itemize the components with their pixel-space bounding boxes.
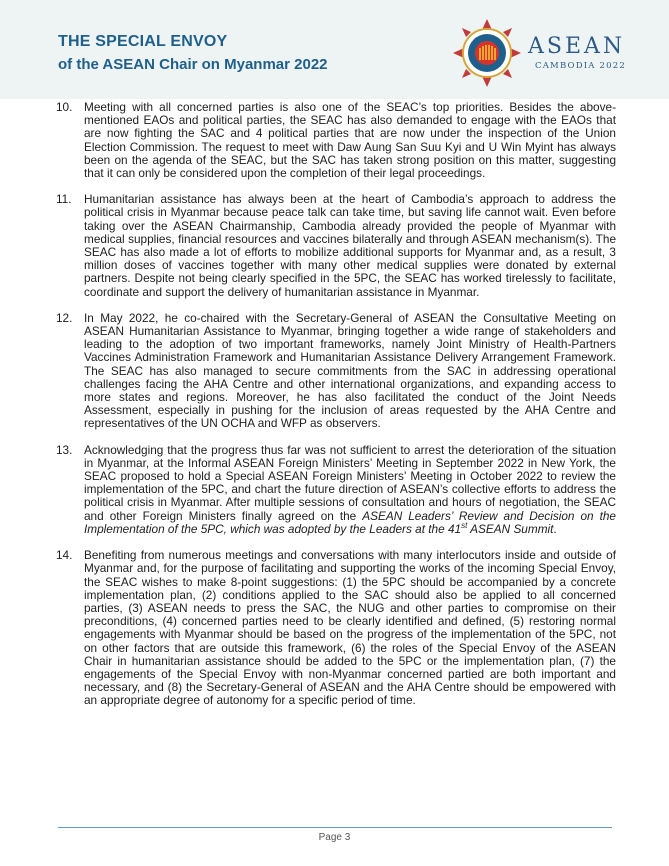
paragraph-number: 10. — [56, 100, 73, 114]
footer-divider — [58, 827, 612, 828]
paragraph-number: 12. — [56, 310, 73, 325]
document-body — [56, 100, 616, 721]
header-title: THE SPECIAL ENVOY — [58, 33, 228, 50]
paragraph-12 — [56, 310, 616, 431]
paragraph-10 — [56, 100, 616, 181]
page-number: Page 3 — [318, 832, 351, 843]
paragraph-text: Meeting with all concerned parties is also one of the SEAC’s top priorities. Besides the above-mentioned EAOs and political parties, the SEAC has also demanded to engage with the EAOs that are now fighting the SAC and 4 political parties that are now under the inspection of the Union Election Commission. The request to meet with Daw Aung San Suu Kyi and U Win Myint has always been on the agenda of the SEAC, but the SAC has taken strong position on this matter, suggesting that it can only be considered upon the completion of their legal proceedings. — [84, 100, 616, 181]
paragraph-number: 14. — [56, 548, 73, 563]
paragraph-11 — [56, 192, 616, 299]
paragraph-text: Benefiting from numerous meetings and conversations with many interlocutors inside and outside of Myanmar and, for the purpose of facilitating and supporting the works of the incoming Special Envoy, the SEAC wishes to make 8-point suggestions: (1) the 5PC should be accompanied by a concrete implementation plan, (2) conditions applied to the SAC should also be applied to all concerned parties, (3) ASEAN needs to press the SAC, the NUG and other parties to compromise on their preconditions, (4) concerned parties need to be clearly identified and defined, (5) restoring normal engagements with Myanmar should be based on the progress of the implementation of the 5PC, not on other factors that are outside this framework, (6) the roles of the Special Envoy of the ASEAN Chair in humanitarian assistance should be added to the 5PC or the implementation plan, (7) the engagements of the Special Envoy with non-Myanmar concerned partied are both important and necessary, and (8) the Secretary-General of ASEAN and the AHA Centre should be empowered with an appropriate degree of autonomy for a specific period of time. — [84, 548, 616, 708]
paragraph-number: 11. — [56, 192, 72, 207]
header-subtitle: of the ASEAN Chair on Myanmar 2022 — [58, 56, 328, 73]
italic-reference: ASEAN Leaders’ Review and Decision on the Implementation of the 5PC, which was adopted by the Leaders at the 41 — [84, 508, 616, 536]
ordinal-superscript: st — [461, 520, 468, 530]
paragraph-text: In May 2022, he co-chaired with the Secretary-General of ASEAN the Consultative Meeting on ASEAN Humanitarian Assistance to Myanmar, bringing together a wide range of stakeholders and leading to the adoption of two important frameworks, namely Joint Ministry of Health-Partners Vaccines Administration Framework and Humanitarian Assistance Delivery Arrangement Framework. The SEAC has also managed to secure commitments from the SAC in addressing operational challenges facing the AHA Centre and other international organizations, and expanding access to more states and regions. Moreover, he has also facilitated the conduct of the Joint Needs Assessment, especially in pushing for the inclusion of areas requested by the AHA Centre and representatives of the UN OCHA and WFP as observers. — [84, 310, 616, 431]
page-header — [0, 0, 669, 99]
paragraph-number: 13. — [56, 442, 73, 457]
italic-reference-end: ASEAN Summit — [467, 521, 554, 536]
paragraph-text: Acknowledging that the progress thus far was not sufficient to arrest the deterioration of the situation in Myanmar, at the Informal ASEAN Foreign Ministers’ Meeting in September 2022 in New York, the SEAC proposed to hold a Special ASEAN Foreign Ministers’ Meeting in October 2022 to review the implementation of the 5PC, and chart the future direction of ASEAN’s collective efforts to address the political crisis in Myanmar. After multiple sessions of consultation and hours of negotiation, the SEAC and other Foreign Ministers finally agreed on the — [84, 442, 616, 523]
paragraph-end: . — [553, 521, 557, 536]
asean-wordmark: ASEAN — [528, 34, 626, 59]
paragraph-13 — [56, 442, 616, 536]
paragraph-14 — [56, 548, 616, 708]
asean-cambodia-logo-icon — [452, 18, 522, 88]
paragraph-text: Humanitarian assistance has always been at the heart of Cambodia’s approach to address the political crisis in Myanmar because peace talk can take time, but saving life cannot wait. Even before taking over the ASEAN Chairmanship, Cambodia already provided the people of Myanmar with medical supplies, financial resources and vaccines bilaterally and through ASEAN mechanism(s). The SEAC has also made a lot of efforts to mobilize additional supports for Myanmar and, as a result, 3 million doses of vaccines together with many other medical supplies were donated by external partners. Despite not being clearly specified in the 5PC, the SEAC has worked tirelessly to facilitate, coordinate and support the delivery of humanitarian assistance in Myanmar. — [84, 192, 616, 299]
chairmanship-year: CAMBODIA 2022 — [535, 61, 626, 71]
